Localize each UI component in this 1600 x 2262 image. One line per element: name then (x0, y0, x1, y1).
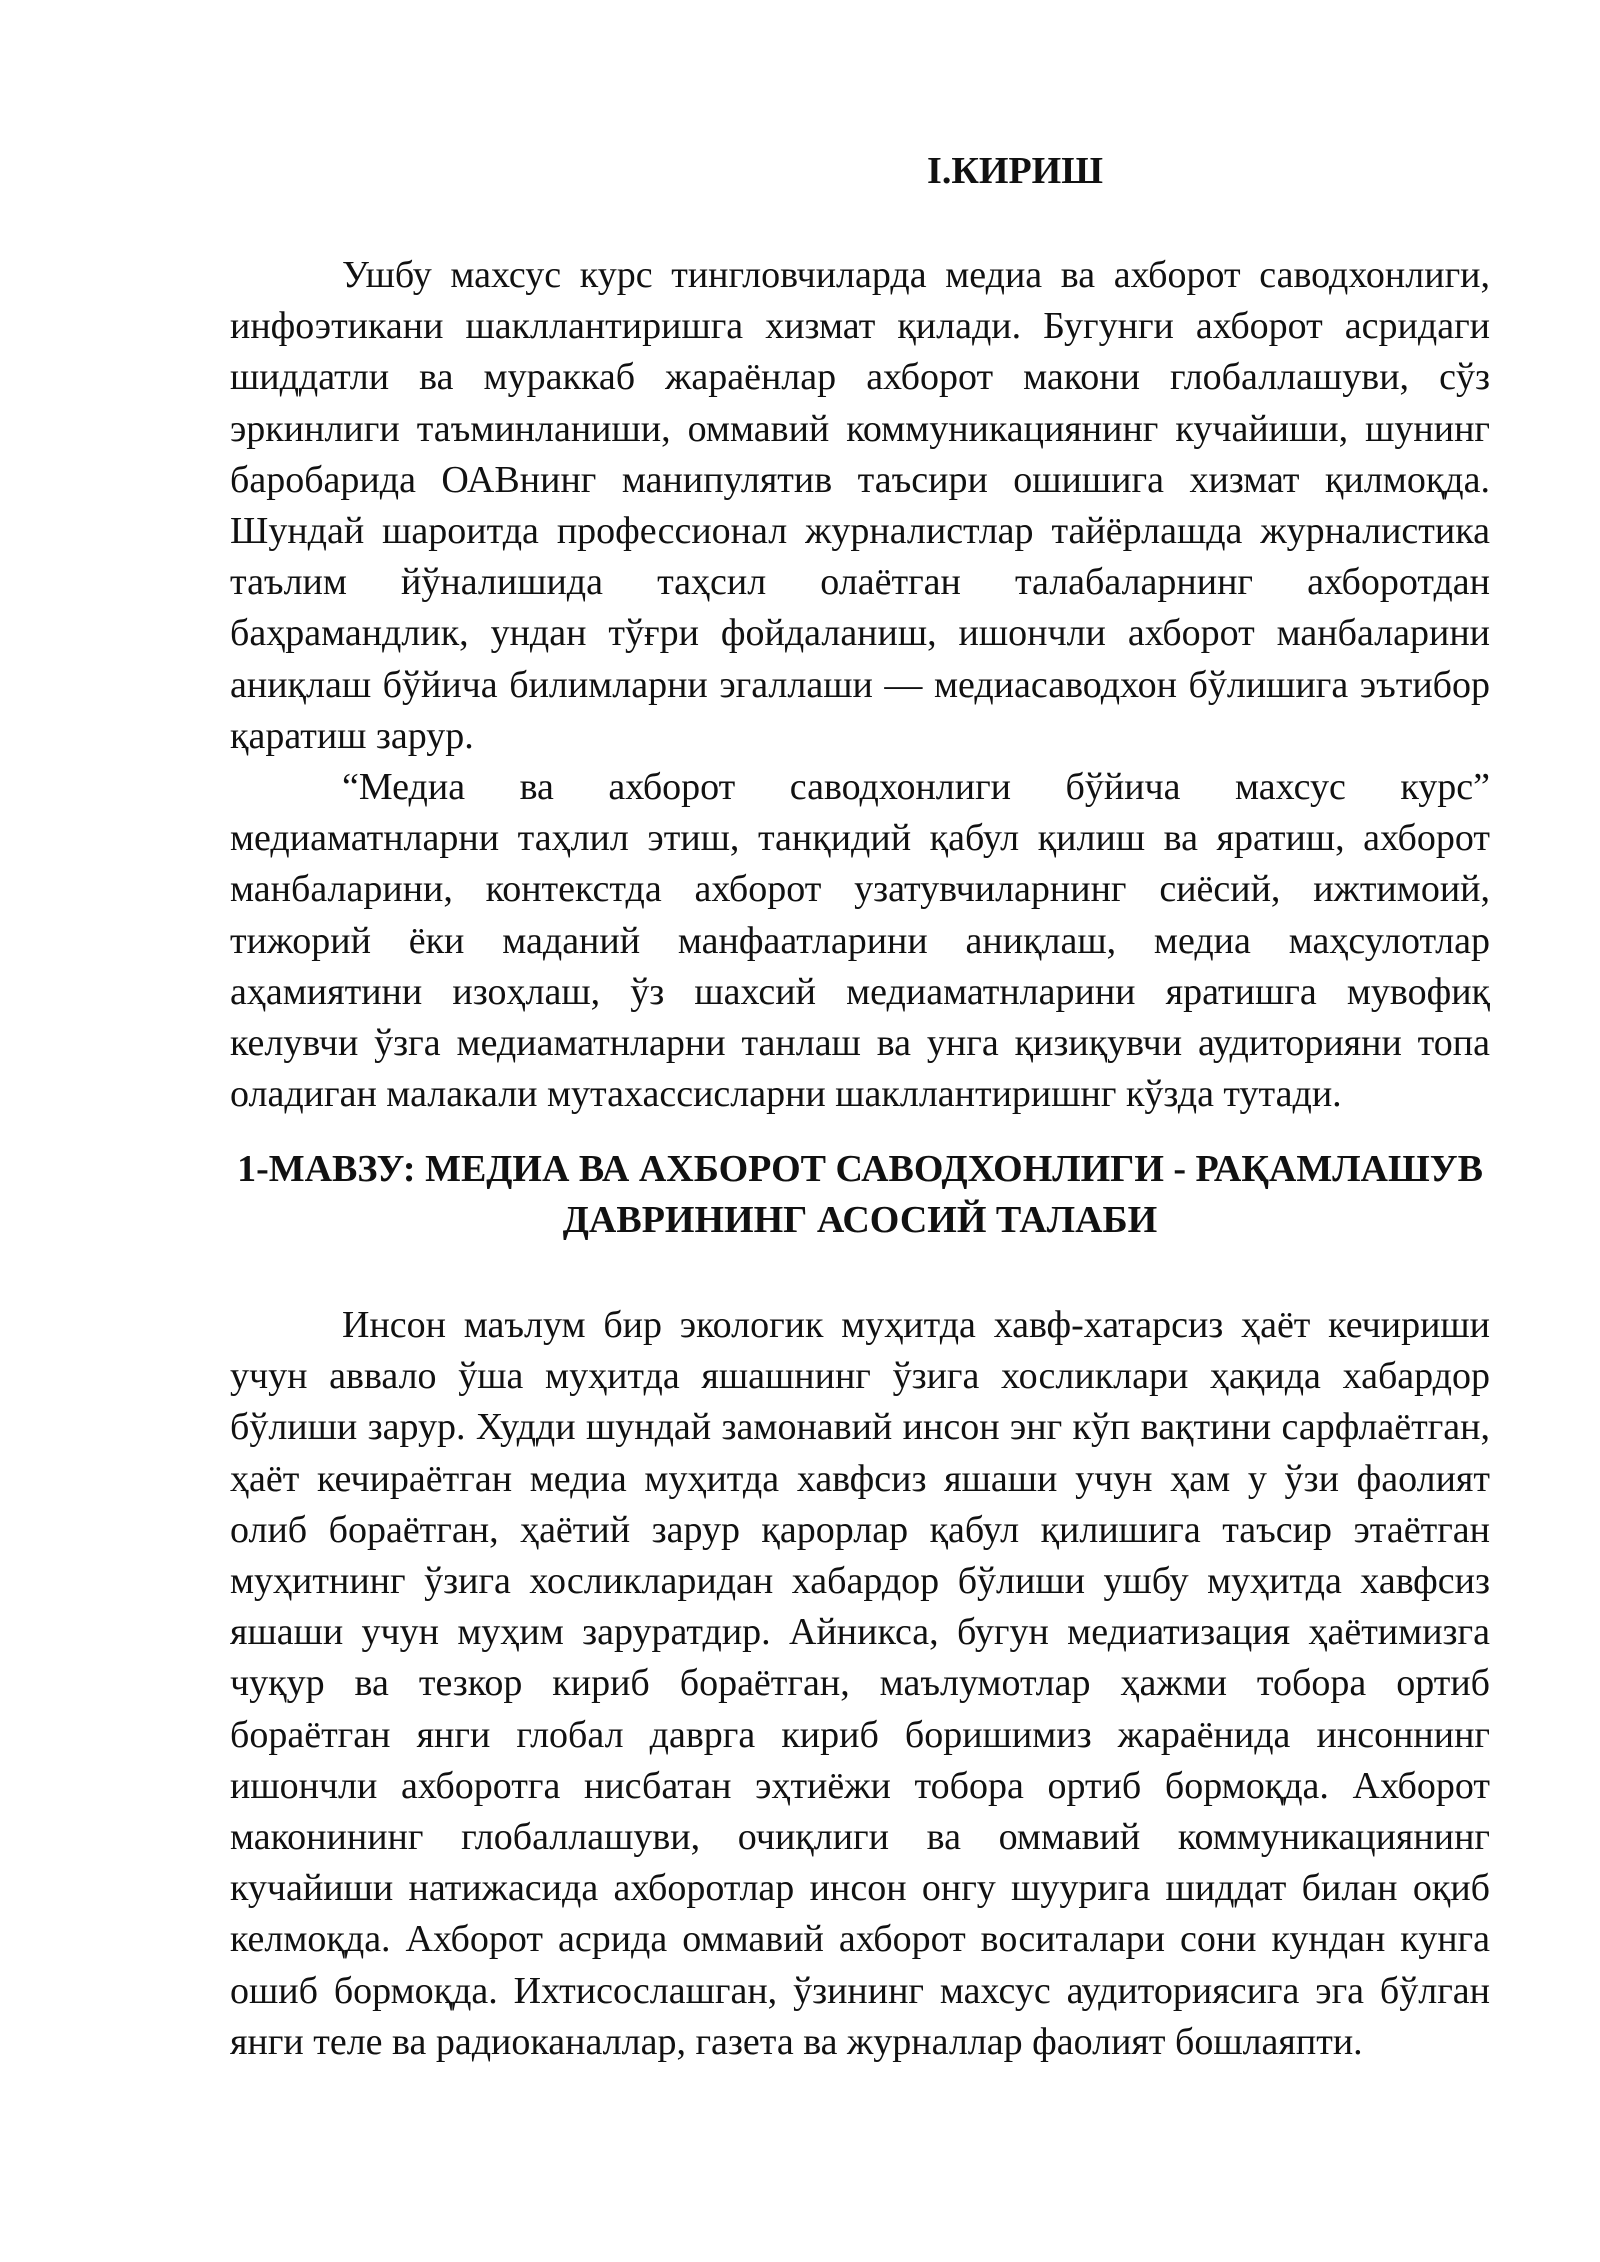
topic1-heading-line2: ДАВРИНИНГ АСОСИЙ ТАЛАБИ (562, 1199, 1158, 1241)
intro-paragraph-1: Ушбу махсус курс тингловчиларда медиа ва ахборот саводхонлиги, инфоэтикани шакллантиришга хизмат қилади. Бугунги ахборот асридаги шиддатли ва мураккаб жараёнлар ахборот макони глобаллашуви, сўз эркинлиги таъминланиши, оммавий коммуникациянинг кучайиши, шунинг баробарида ОАВнинг манипулятив таъсири ошишига хизмат қилмоқда. Шундай шароитда профессионал журналистлар тайёрлашда журналистика таълим йўналишида таҳсил олаётган талабаларнинг ахборотдан баҳрамандлик, ундан тўғри фойдаланиш, ишончли ахборот манбаларини аниқлаш бўйича билимларни эгаллаши — медиасаводхон бўлишига эътибор қаратиш зарур. (230, 254, 1490, 757)
topic1-heading-line1: 1-МАВЗУ: МЕДИА ВА АХБОРОТ САВОДХОНЛИГИ - РАҚАМЛАШУВ (237, 1148, 1483, 1190)
intro-paragraph-2: “Медиа ва ахборот саводхонлиги бўйича махсус курс” медиаматнларни таҳлил этиш, танқидий қабул қилиш ва яратиш, ахборот манбаларини, контекстда ахборот узатувчиларнинг сиёсий, ижтимоий, тижорий ёки маданий манфаатларини аниқлаш, медиа маҳсулотлар аҳамиятини изоҳлаш, ўз шахсий медиаматнларини яратишга мувофиқ келувчи ўзга медиаматнларни танлаш ва унга қизиқувчи аудиторияни топа оладиган малакали мутахассисларни шакллантиришнг кўзда тутади. (230, 766, 1490, 1116)
topic1-paragraph-1: Инсон маълум бир экологик муҳитда хавф-хатарсиз ҳаёт кечириши учун аввало ўша муҳитда яшашнинг ўзига хосликлари ҳақида хабардор бўлиши зарур. Худди шундай замонавий инсон энг кўп вақтини сарфлаётган, ҳаёт кечираётган медиа муҳитда хавфсиз яшаши учун ҳам у ўзи фаолият олиб бораётган, ҳаётий зарур қарорлар қабул қилишига таъсир этаётган муҳитнинг ўзига хосликларидан хабардор бўлиши ушбу муҳитда хавфсиз яшаши учун муҳим заруратдир. Айникса, бугун медиатизация ҳаётимизга чуқур ва тезкор кириб бораётган, маълумотлар ҳажми тобора ортиб бораётган янги глобал даврга кириб боришимиз жараёнида инсоннинг ишончли ахборотга нисбатан эҳтиёжи тобора ортиб бормоқда. Ахборот маконининг глобаллашуви, очиқлиги ва оммавий коммуникациянинг кучайиши натижасида ахборотлар инсон онгу шуурига шиддат билан оқиб келмоқда. Ахборот асрида оммавий ахборот воситалари сони кундан кунга ошиб бормоқда. Ихтисослашган, ўзининг махсус аудиториясига эга бўлган янги теле ва радиоканаллар, газета ва журналлар фаолият бошлаяпти. (230, 1304, 1490, 2063)
topic1-body (230, 1300, 1490, 2068)
topic1-heading (230, 1144, 1490, 1246)
intro-body (230, 250, 1490, 1120)
intro-heading: I.КИРИШ (927, 150, 1103, 192)
